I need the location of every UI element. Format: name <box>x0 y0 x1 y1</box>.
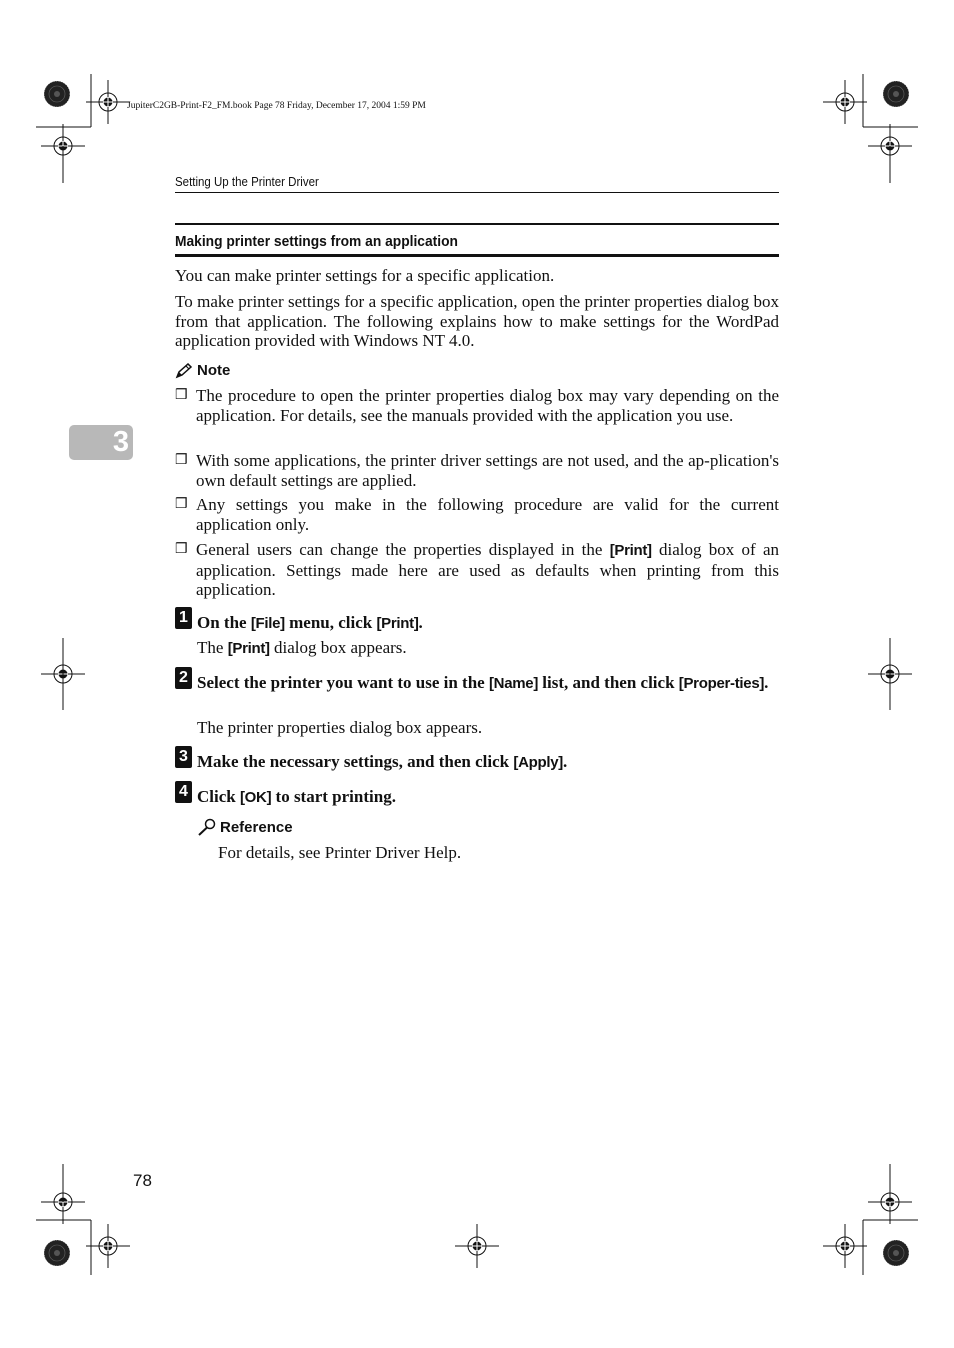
checkbox-bullet-icon: ❒ <box>175 388 188 403</box>
checkbox-bullet-icon: ❒ <box>175 497 188 512</box>
note-item-text: The procedure to open the printer properties dialog box may vary depending on the application. For details, see the manuals provided with the application you use. <box>196 386 779 425</box>
note-item <box>175 451 779 490</box>
reference-text: For details, see Printer Driver Help. <box>218 843 462 862</box>
section-title: Making printer settings from an application <box>175 233 458 250</box>
step-number-badge: 1 <box>175 607 192 629</box>
magnifier-icon <box>197 818 217 836</box>
note-heading <box>175 362 230 379</box>
intro-paragraph-1: You can make printer settings for a specific application. <box>175 266 555 285</box>
note-item <box>175 540 779 600</box>
intro-paragraph-2: To make printer settings for a specific application, open the printer properties dialog box from that application. The following explains how to make settings for the WordPad application provided with Windows NT 4.0. <box>175 292 779 351</box>
note-item <box>175 495 779 534</box>
step-number-badge: 3 <box>175 746 192 768</box>
step-instruction: Select the printer you want to use in the [Name] list, and then click [Proper-ties]. <box>197 673 769 692</box>
header-rule <box>175 192 779 193</box>
reference-heading-label: Reference <box>220 819 293 836</box>
page-number: 78 <box>133 1171 152 1190</box>
note-item-text: Any settings you make in the following procedure are valid for the current application only. <box>196 495 779 534</box>
step-number-badge: 4 <box>175 781 192 803</box>
note-item <box>175 386 779 425</box>
chapter-tab: 3 <box>69 425 133 460</box>
checkbox-bullet-icon: ❒ <box>175 453 188 468</box>
step-result: The printer properties dialog box appears. <box>197 718 483 737</box>
step-instruction: Click [OK] to start printing. <box>197 787 396 806</box>
section-heading-box <box>175 223 779 257</box>
step-instruction: Make the necessary settings, and then click [Apply]. <box>197 752 568 771</box>
pencil-icon <box>175 363 193 379</box>
note-item-text: General users can change the properties displayed in the [Print] dialog box of an application. Settings made here are used as defaults when printing from this application. <box>196 540 779 600</box>
reference-heading <box>197 818 293 836</box>
step-number-badge: 2 <box>175 667 192 689</box>
step-instruction: On the [File] menu, click [Print]. <box>197 613 423 632</box>
note-item-text: With some applications, the printer driver settings are not used, and the ap-plication's own default settings are applied. <box>196 451 779 490</box>
running-head: Setting Up the Printer Driver <box>175 175 319 189</box>
print-keyword: [Print] <box>609 542 652 559</box>
note-heading-label: Note <box>197 362 231 379</box>
checkbox-bullet-icon: ❒ <box>175 542 188 557</box>
print-info: JupiterC2GB-Print-F2_FM.book Page 78 Friday, December 17, 2004 1:59 PM <box>127 101 426 111</box>
step-result: The [Print] dialog box appears. <box>197 638 407 657</box>
